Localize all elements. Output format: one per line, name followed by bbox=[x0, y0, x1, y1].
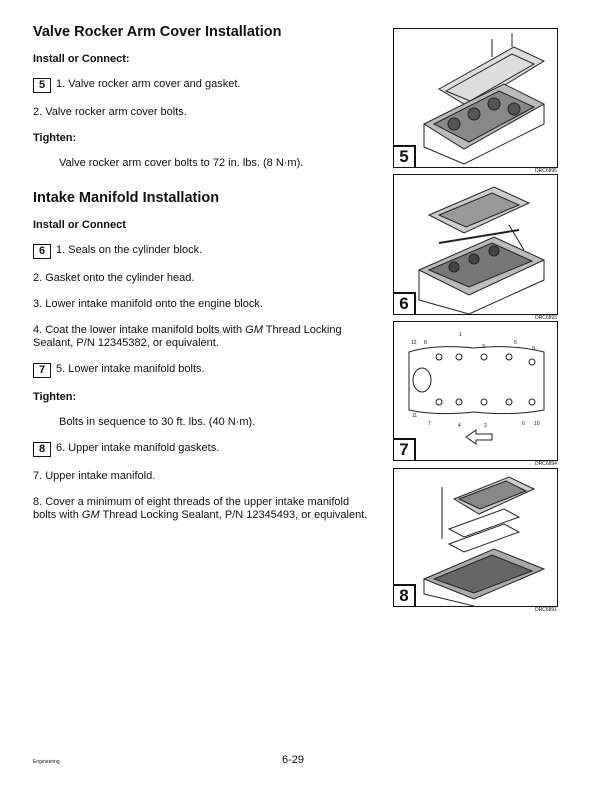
figure-ref-box: 6 bbox=[33, 244, 51, 259]
figure-code: DRC6894 bbox=[535, 461, 557, 467]
tighten-heading: Tighten: bbox=[33, 391, 77, 403]
tighten-heading: Tighten: bbox=[33, 132, 77, 144]
figure-ref-box: 5 bbox=[33, 78, 51, 93]
gm-brand: GM bbox=[245, 324, 263, 336]
figure-7-torque-sequence bbox=[393, 321, 558, 461]
figure-code: DRC6891 bbox=[535, 607, 557, 613]
figure-6-intake-seals bbox=[393, 174, 558, 315]
step-text: Thread Locking Sealant, P/N 12345382, or equivalent. bbox=[33, 324, 342, 349]
instructions-column bbox=[33, 24, 373, 535]
step-8 bbox=[33, 496, 373, 522]
install-heading: Install or Connect: bbox=[33, 53, 130, 65]
figure-number: 6 bbox=[394, 292, 416, 314]
step-text: 4. Coat the lower intake manifold bolts with bbox=[33, 324, 246, 336]
step-7: 7. Upper intake manifold. bbox=[33, 470, 156, 482]
figure-5-rocker-cover bbox=[393, 28, 558, 168]
upper-manifold-illustration bbox=[394, 469, 557, 606]
step-2: 2. Valve rocker arm cover bolts. bbox=[33, 106, 187, 118]
step-1 bbox=[33, 244, 373, 259]
bolt-label-11: 11 bbox=[412, 413, 418, 419]
bolt-label-7: 7 bbox=[428, 421, 431, 427]
torque-spec: Valve rocker arm cover bolts to 72 in. lbs. (8 N·m). bbox=[59, 157, 304, 169]
figure-code: DRC6895 bbox=[535, 168, 557, 174]
step-4 bbox=[33, 324, 373, 350]
bolt-label-5: 5 bbox=[514, 340, 517, 346]
step-1 bbox=[33, 78, 373, 93]
gm-brand: GM bbox=[81, 509, 100, 521]
figure-code: DRC6893 bbox=[535, 315, 557, 321]
figure-ref-box: 8 bbox=[33, 442, 51, 457]
bolt-label-1: 1 bbox=[459, 332, 462, 338]
intake-seals-illustration bbox=[394, 175, 557, 314]
bolt-label-8: 8 bbox=[424, 340, 427, 346]
bolt-label-3: 3 bbox=[482, 344, 485, 350]
figure-ref-box: 7 bbox=[33, 363, 51, 378]
section-title-intake-manifold: Intake Manifold Installation bbox=[33, 190, 220, 206]
rocker-cover-illustration bbox=[394, 29, 557, 167]
bolt-label-6: 6 bbox=[522, 421, 525, 427]
torque-sequence-diagram bbox=[394, 322, 557, 460]
step-5 bbox=[33, 363, 373, 378]
figure-number: 5 bbox=[394, 145, 416, 167]
torque-spec: Bolts in sequence to 30 ft. lbs. (40 N·m). bbox=[59, 416, 256, 428]
section-title-rocker-cover: Valve Rocker Arm Cover Installation bbox=[33, 24, 282, 40]
bolt-label-2: 2 bbox=[484, 423, 487, 429]
footer-left: Engineering bbox=[33, 759, 60, 765]
figure-number: 8 bbox=[394, 584, 416, 606]
step-text: Thread Locking Sealant, P/N 12345493, or equivalent. bbox=[99, 509, 368, 521]
step-2: 2. Gasket onto the cylinder head. bbox=[33, 272, 195, 284]
bolt-label-9: 9 bbox=[532, 346, 535, 352]
step-text: 8. Cover a minimum of eight threads of the upper intake manifold bolts with bbox=[33, 496, 350, 521]
step-6 bbox=[33, 442, 373, 457]
step-text: 6. Upper intake manifold gaskets. bbox=[56, 442, 220, 454]
step-3: 3. Lower intake manifold onto the engine block. bbox=[33, 298, 263, 310]
step-text: 1. Seals on the cylinder block. bbox=[56, 244, 203, 256]
install-heading: Install or Connect bbox=[33, 219, 126, 231]
step-text: 5. Lower intake manifold bolts. bbox=[56, 363, 205, 375]
bolt-label-12: 12 bbox=[411, 340, 417, 346]
bolt-label-10: 10 bbox=[534, 421, 540, 427]
figure-8-upper-manifold bbox=[393, 468, 558, 607]
page-number: 6-29 bbox=[282, 754, 305, 766]
step-text: 1. Valve rocker arm cover and gasket. bbox=[56, 78, 241, 90]
bolt-label-4: 4 bbox=[458, 423, 461, 429]
figure-number: 7 bbox=[394, 438, 416, 460]
